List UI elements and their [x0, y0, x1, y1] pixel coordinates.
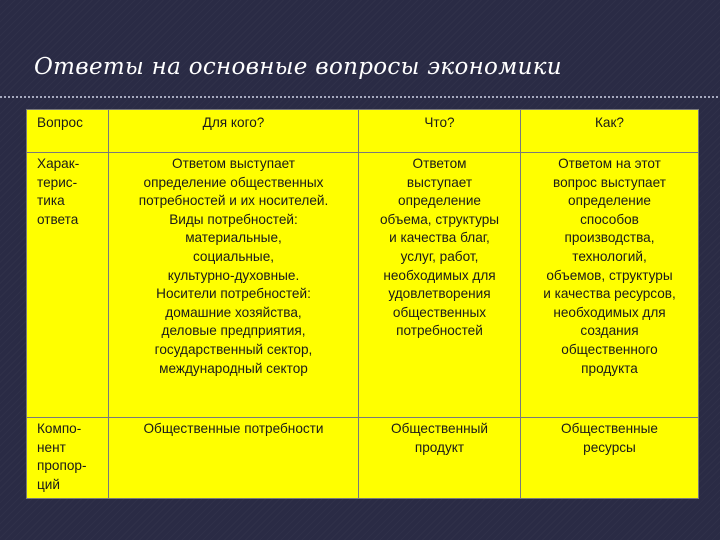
table-row: [27, 418, 699, 499]
cell-for-whom: Общественные потребности: [109, 418, 359, 499]
slide-title: Ответы на основные вопросы экономики: [34, 54, 562, 80]
header-question: Вопрос: [27, 110, 109, 153]
header-for-whom: Для кого?: [109, 110, 359, 153]
header-how: Как?: [521, 110, 699, 153]
cell-how: Общественные ресурсы: [521, 418, 699, 499]
table-row: [27, 153, 699, 418]
cell-what: Ответом выступает определение объема, структуры и качества благ, услуг, работ, необходимых для удовлетворения общественных потребностей: [359, 153, 521, 418]
cell-how: Ответом на этот вопрос выступает определение способов производства, технологий, объемов, структуры и качества ресурсов, необходимых для создания общественного продукта: [521, 153, 699, 418]
economics-questions-table: [26, 109, 699, 499]
row-label-component: Компо- нент пропор- ций: [27, 418, 109, 499]
cell-what: Общественный продукт: [359, 418, 521, 499]
row-label-characteristic: Харак- терис- тика ответа: [27, 153, 109, 418]
table-header-row: [27, 110, 699, 153]
title-divider: [0, 96, 720, 98]
header-what: Что?: [359, 110, 521, 153]
cell-for-whom: Ответом выступает определение общественных потребностей и их носителей. Виды потребностей: материальные, социальные, культурно-духовные. Носители потребностей: домашние хозяйства, деловые предприятия, государственный сектор, международный сектор: [109, 153, 359, 418]
